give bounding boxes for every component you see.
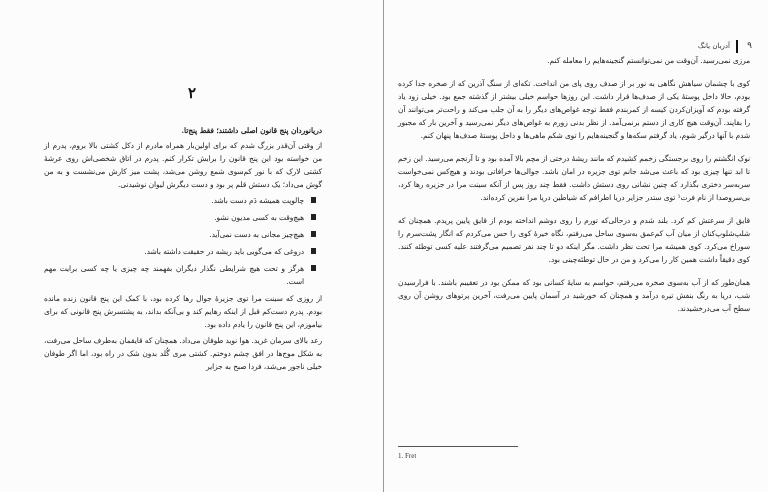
chapter-number: ۲ bbox=[187, 84, 197, 102]
body-paragraph: از وقتی آن‌قدر بزرگ شدم که برای اولین‌بار همراه مادرم از دکل کشتی بالا بروم، پدرم از من خواسته بود این پنج قانون را برایش تکرار کنم. پدرم در اتاق شخصی‌اش روی عرشهٔ کشتی لارک که با نور کم‌سوی شمع روشن می‌شد، پشت میز کارش می‌نشست و به من گوش می‌داد؛ یک دستش قلم پر بود و دست دیگرش لیوان نوشیدنی. bbox=[44, 141, 322, 189]
body-paragraph: رعد بالای سرمان غرید. هوا نوید طوفان می‌داد. همچنان که قایقمان به‌طرف ساحل می‌رفت، به شکل موج‌ها در افق چشم دوختم. کشتی مری گُلد بدون شک در راه بود، اما اگر طوفان خیلی ناجور می‌شد، فردا صبح به جزایر bbox=[44, 336, 322, 371]
rule-item: دروغی که می‌گویی باید ریشه در حقیقت داشته باشد. bbox=[44, 245, 304, 258]
body-paragraph: کوی با چشمان سیاهش نگاهی به نور بر از صدف روی پای من انداخت. تکه‌ای از سنگ آذرین که از صخره جدا کرده بودم، حالا داخل پوستهٔ یکی از صدف‌ها قرار داشت. این روزها حواسم خیلی بیشتر از گذشته جمع بود. خیلی زود یاد گرفته بودم که آویزان‌کردن کیسه از کمربندم فقط توجه غواص‌های دیگر را به آن جلب می‌کند و راحت‌تر می‌توانند آن را بقاپند. آن‌وقت هیچ کاری از دستم برنمی‌آمد. از نظر بدنی زورم به غواص‌های دیگر نمی‌رسید و آخرین بار که مجبور شدم با آنها درگیر شوم، یاد گرفتم سکه‌ها و گنجینه‌هایم را توی شکم ماهی‌ها و داخل پوستهٔ صدف‌ها پنهان کنم. bbox=[398, 79, 750, 140]
rules-list bbox=[44, 194, 322, 288]
lead-paragraph: دریانوردان پنج قانون اصلی داشتند؛ فقط پنج‌تا. bbox=[181, 126, 322, 135]
body-paragraph: همان‌طور که از آب به‌سوی صخره می‌رفتم، حواسم به سایهٔ کسانی بود که ممکن بود در تعقیبم باشند. با فرارسیدن شب، دریا به رنگ بنفش تیره درآمد و همچنان که خورشید در آسمان پایین می‌رفت، آخرین پرتوهای روشن آن روی سطح آب می‌درخشیدند. bbox=[398, 278, 750, 313]
footnote: 1. Fret bbox=[398, 452, 417, 460]
body-paragraph: مرزی نمی‌رسید. آن‌وقت من نمی‌توانستم گنجینه‌هایم را معامله کنم. bbox=[547, 56, 750, 65]
rule-item: هرگز و تحت هیچ شرایطی نگذار دیگران بفهمند چه چیزی یا چه کسی برایت مهم است. bbox=[44, 264, 304, 286]
rule-item: چالوپت همیشه دَم دست باشد. bbox=[44, 194, 304, 207]
running-head-bar bbox=[736, 40, 738, 53]
body-paragraph: از روزی که سینت مرا توی جزیرهٔ جوال رها کرده بود، با کمک این پنج قانون زنده مانده بودم. پدرم دست‌کم قبل از اینکه رهایم کند و بی‌آنکه بداند، به پشتسرش پنج قانونی که برای بیاموزم، این پنج قانون را یادم داده بود. bbox=[44, 294, 322, 329]
right-page bbox=[384, 0, 768, 492]
right-page-body bbox=[398, 54, 750, 318]
left-page-body bbox=[44, 124, 322, 376]
page-number: ۹ bbox=[747, 41, 752, 51]
book-author: آدریان یانگ bbox=[697, 42, 730, 50]
footnote-divider bbox=[398, 446, 518, 447]
rule-item: هیچ‌وقت به کسی مدیون نشو. bbox=[44, 211, 304, 224]
rule-item: هیچ‌چیز مجانی به دست نمی‌آید. bbox=[44, 228, 304, 241]
body-paragraph: نوک انگشتم را روی برجستگی زخمم کشیدم که مانند ریشهٔ درختی از مچم بالا آمده بود و تا آرنجم می‌رسید. این زخم تا ابد تنها چیزی بود که باعث می‌شد جانم توی جزیره در امان باشد. جوالی‌ها خرافاتی بودند و هیچ‌کس نمی‌خواست سربه‌سر دختری بگذارد که چنین نشانی روی دستش داشت. فقط چند روز پس از آنکه سینت مرا در جزیره رها کرد، بی‌سروصدا از نام فرت¹ توی ستدر جزایر دریا اطرافم که شیاطین دریا مرا نفرین کرده‌اند. bbox=[398, 154, 750, 202]
body-paragraph: قایق از سرعتش کم کرد. بلند شدم و درحالی‌که تورم را روی دوشم انداخته بودم از قایق پایین پریدم. همچنان که شلپ‌شلوپ‌کنان از میان آب کم‌عمق به‌سوی ساحل می‌رفتم، نگاه خیرهٔ کوی را حس می‌کردم که انگار پشت‌سرم را سوراخ می‌کرد. کوی همیشه مرا تحت نظر داشت. مگر اینکه دو تا چند نفر تصمیم می‌گرفتند علیه کسی توطئه کنند. کوی دقیقاً داشت همین کار را می‌کرد و من در حال توطئه‌چینی بود. bbox=[398, 216, 750, 264]
